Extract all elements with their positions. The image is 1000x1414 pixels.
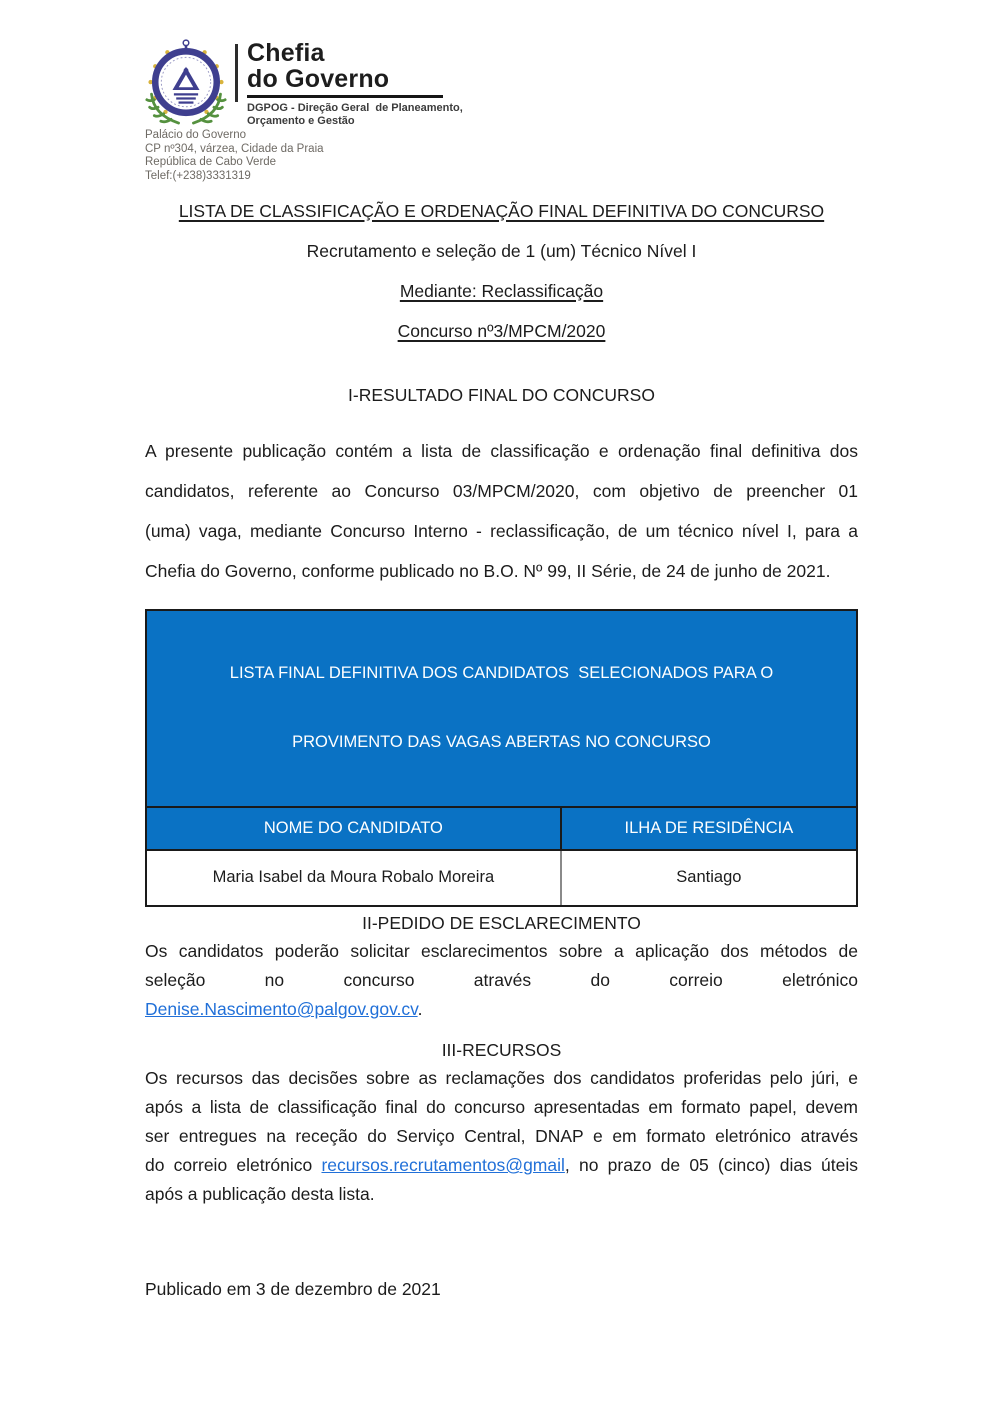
text-segment: .: [417, 999, 423, 1019]
table-title-line: LISTA FINAL DEFINITIVA DOS CANDIDATOS SELECIONADOS PARA O: [229, 664, 774, 682]
paragraph-line: [145, 995, 858, 1024]
residence-cell: Santiago: [676, 868, 742, 886]
document-subtitle: Recrutamento e seleção de 1 (um) Técnico Nível I: [306, 241, 697, 261]
section3-paragraph: [145, 1064, 858, 1209]
text-segment: A presente publicação contém a lista de classificação e ordenação final definitiva dos: [145, 441, 858, 461]
email-link[interactable]: Denise.Nascimento@palgov.gov.cv: [145, 999, 418, 1019]
text-segment: após a publicação desta lista.: [145, 1184, 375, 1204]
concurso-number-line: Concurso nº3/MPCM/2020: [397, 321, 606, 341]
column-header-ilha: ILHA DE RESIDÊNCIA: [624, 819, 794, 837]
email-link[interactable]: recursos.recrutamentos@gmail: [321, 1155, 565, 1175]
paragraph-line: [145, 431, 858, 471]
text-segment: seleção no concurso através do correio eletrónico: [145, 970, 858, 990]
table-title: [147, 611, 856, 808]
text-segment: , no prazo de 05 (cinco) dias úteis: [564, 1155, 858, 1175]
brand-block: [247, 38, 463, 128]
paragraph-line: [145, 1151, 858, 1180]
brand-divider: [235, 44, 238, 102]
department-line1: DGPOG - Direção Geral de Planeamento,: [247, 102, 463, 114]
department-line2: Orçamento e Gestão: [247, 115, 355, 127]
paragraph-line: [145, 1122, 858, 1151]
paragraph-line: [145, 1064, 858, 1093]
org-name-line1: Chefia: [247, 39, 325, 67]
text-segment: Chefia do Governo, conforme publicado no B.O. Nº 99, II Série, de 24 de junho de 2021.: [145, 561, 831, 581]
candidate-name-cell: Maria Isabel da Moura Robalo Moreira: [147, 851, 562, 905]
section3-heading: III-RECURSOS: [441, 1040, 562, 1060]
address-line: Telef:(+238)3331319: [145, 169, 251, 182]
paragraph-line: [145, 937, 858, 966]
paragraph-line: [145, 1180, 858, 1209]
text-segment: candidatos, referente ao Concurso 03/MPCM/2020, com objetivo de preencher 01: [145, 481, 858, 501]
section2-heading: II-PEDIDO DE ESCLARECIMENTO: [362, 913, 641, 933]
candidates-table: [145, 609, 858, 907]
address-block: [145, 129, 858, 183]
table-row: [147, 851, 856, 905]
document-title: LISTA DE CLASSIFICAÇÃO E ORDENAÇÃO FINAL DEFINITIVA DO CONCURSO: [178, 201, 825, 221]
column-header-nome: NOME DO CANDIDATO: [147, 808, 562, 849]
cabo-verde-emblem-icon: [145, 38, 227, 128]
publication-date: Publicado em 3 de dezembro de 2021: [145, 1279, 441, 1299]
paragraph-line: [145, 551, 858, 591]
paragraph-line: [145, 1093, 858, 1122]
text-segment: Os recursos das decisões sobre as reclamações dos candidatos proferidas pelo júri, e: [145, 1068, 858, 1088]
text-segment: (uma) vaga, mediante Concurso Interno - reclassificação, de um técnico nível I, para a: [145, 521, 858, 541]
table-title-line: PROVIMENTO DAS VAGAS ABERTAS NO CONCURSO: [292, 733, 711, 751]
paragraph-line: [145, 471, 858, 511]
section1-heading: I-RESULTADO FINAL DO CONCURSO: [348, 385, 655, 405]
text-segment: após a lista de classificação final do concurso apresentadas em formato papel, devem: [145, 1097, 858, 1117]
section2-paragraph: [145, 937, 858, 1024]
text-segment: ser entregues na receção do Serviço Central, DNAP e em formato eletrónico através: [145, 1126, 858, 1146]
brand-underline: [247, 95, 443, 98]
paragraph-line: [145, 966, 858, 995]
section1-paragraph: [145, 431, 858, 591]
address-line: Palácio do Governo: [145, 129, 247, 141]
org-name-line2: do Governo: [247, 65, 390, 93]
paragraph-line: [145, 511, 858, 551]
address-line: CP nº304, várzea, Cidade da Praia: [145, 142, 324, 155]
table-header-row: [147, 808, 856, 851]
text-segment: do correio eletrónico: [145, 1155, 322, 1175]
letterhead: [145, 38, 858, 128]
document-content: [145, 38, 858, 1300]
mediante-line: Mediante: Reclassificação: [399, 281, 604, 301]
address-line: República de Cabo Verde: [145, 156, 277, 168]
text-segment: Os candidatos poderão solicitar esclarecimentos sobre a aplicação dos métodos de: [145, 941, 858, 961]
